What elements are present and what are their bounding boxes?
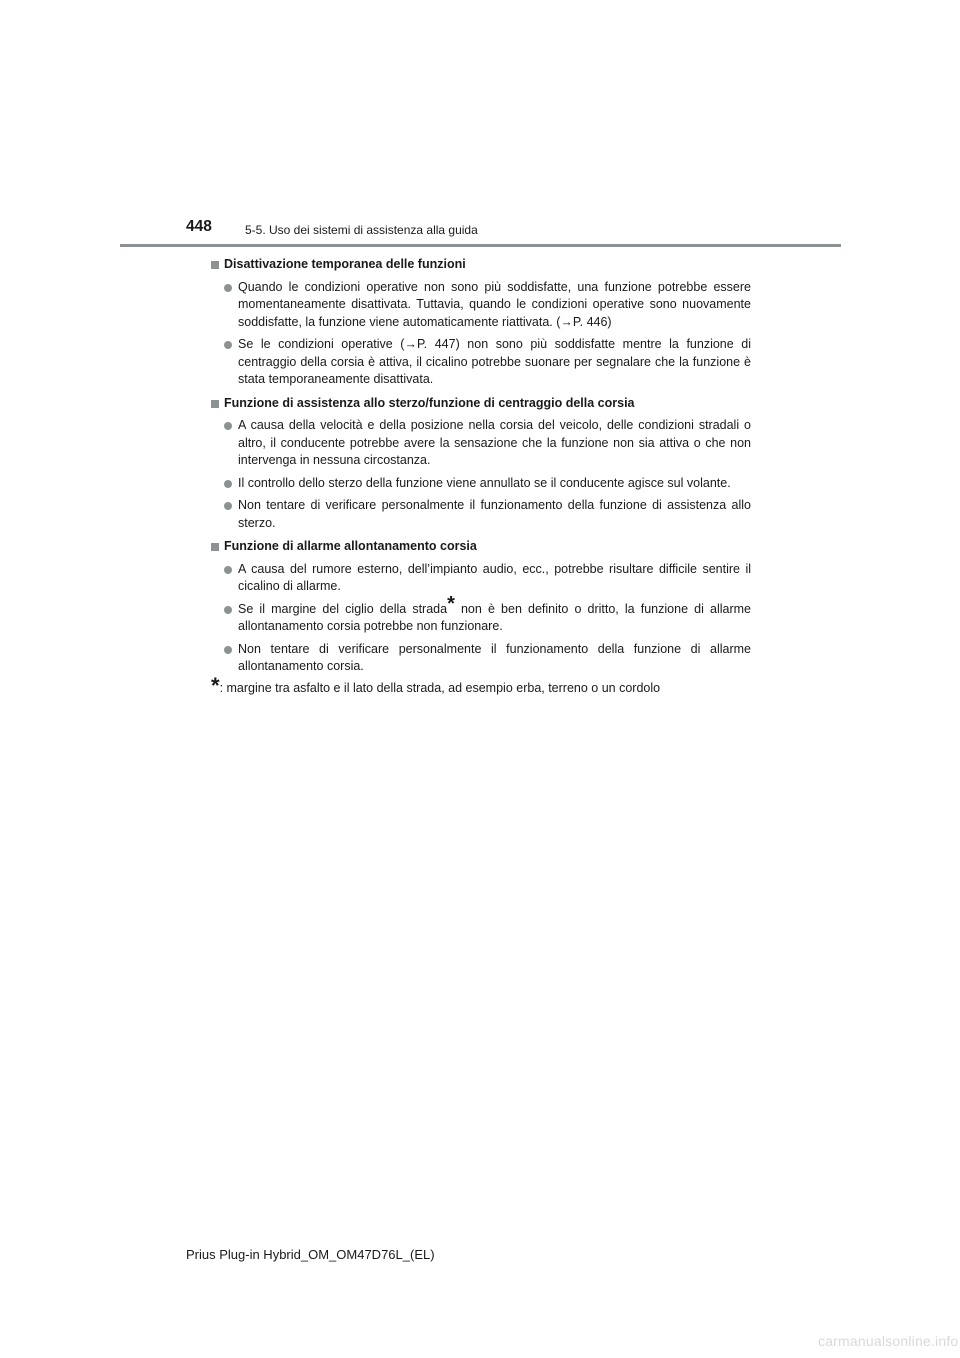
- section-heading: [211, 538, 751, 556]
- list-item-text: Quando le condizioni operative non sono più soddisfatte, una funzione potrebbe essere momentaneamente disattivata. Tuttavia, quando le condizioni operative sono nuovamente soddisfatte, la funzione viene automaticamente riattivata. (→P. 446): [238, 279, 751, 329]
- list-item-text: Se le condizioni operative (→P. 447) non sono più soddisfatte mentre la funzione di centraggio della corsia è attiva, il cicalino potrebbe suonare per segnalare che la funzione è stata temporaneamente disattivata.: [238, 337, 751, 386]
- list-item: [211, 592, 751, 636]
- square-bullet-icon: [211, 400, 219, 408]
- list-item-text: A causa della velocità e della posizione nella corsia del veicolo, delle condizioni stradali o altro, il conducente potrebbe avere la sensazione che la funzione non sia attiva o che non intervenga in nessuna circostanza.: [238, 418, 751, 467]
- square-bullet-icon: [211, 543, 219, 551]
- section-title: 5-5. Uso dei sistemi di assistenza alla guida: [245, 223, 478, 237]
- list-item-text: Non tentare di verificare personalmente il funzionamento della funzione di allarme allontanamento corsia.: [238, 641, 751, 673]
- round-bullet-icon: [224, 284, 232, 292]
- round-bullet-icon: [224, 341, 232, 349]
- list-item: [211, 641, 751, 676]
- footnote-marker: *: [447, 592, 455, 615]
- list-item-text: A causa del rumore esterno, dell’impianto audio, ecc., potrebbe risultare difficile sentire il cicalino di allarme.: [238, 561, 751, 593]
- page-number: 448: [186, 218, 212, 235]
- square-bullet-icon: [211, 261, 219, 269]
- list-item-text: Non tentare di verificare personalmente il funzionamento della funzione di assistenza allo sterzo.: [238, 498, 751, 530]
- section-heading: [211, 256, 751, 274]
- round-bullet-icon: [224, 606, 232, 614]
- list-item-text: Il controllo dello sterzo della funzione viene annullato se il conducente agisce sul volante.: [238, 475, 731, 490]
- list-item: [211, 475, 751, 493]
- watermark: carmanualsonline.info: [818, 1333, 959, 1349]
- list-item: [211, 561, 751, 596]
- page-content: [211, 256, 751, 697]
- footnote-marker: *: [211, 672, 220, 698]
- footnote: [211, 672, 751, 698]
- round-bullet-icon: [224, 480, 232, 488]
- list-item: [211, 336, 751, 389]
- section-heading-text: Funzione di assistenza allo sterzo/funzione di centraggio della corsia: [224, 395, 635, 410]
- round-bullet-icon: [224, 566, 232, 574]
- footer-model-code: Prius Plug-in Hybrid_OM_OM47D76L_(EL): [186, 1247, 435, 1262]
- round-bullet-icon: [224, 646, 232, 654]
- section-heading-text: Disattivazione temporanea delle funzioni: [224, 257, 466, 271]
- section-heading: [211, 395, 751, 413]
- section-heading-text: Funzione di allarme allontanamento corsia: [224, 539, 477, 553]
- header-divider: [120, 244, 841, 247]
- round-bullet-icon: [224, 422, 232, 430]
- list-item: [211, 417, 751, 470]
- list-item-text: [238, 592, 751, 634]
- footnote-text: : margine tra asfalto e il lato della strada, ad esempio erba, terreno o un cordolo: [219, 680, 661, 695]
- list-item-text-part: non è ben definito o dritto, la funzione di allarme allontanamento corsia potrebbe non funzionare.: [238, 601, 751, 633]
- list-item: [211, 279, 751, 332]
- list-item: [211, 497, 751, 532]
- list-item-text-part: Se il margine del ciglio della strada: [238, 601, 448, 616]
- round-bullet-icon: [224, 502, 232, 510]
